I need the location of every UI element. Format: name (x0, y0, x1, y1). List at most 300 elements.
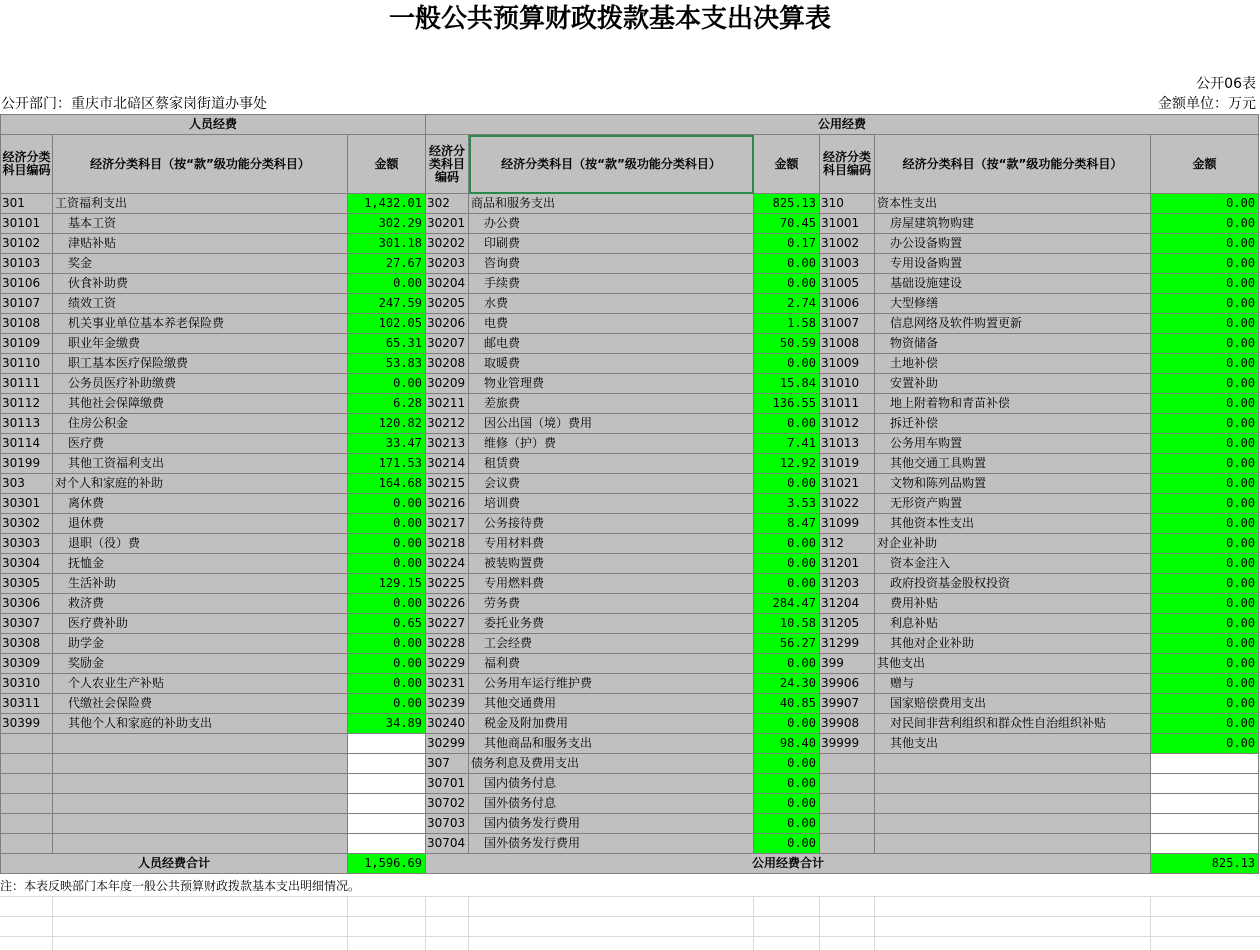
public_mid-name-cell[interactable]: 取暖费 (469, 354, 754, 374)
public_right-code-cell[interactable]: 31203 (820, 574, 875, 594)
personnel-code-cell[interactable]: 30311 (1, 694, 53, 714)
public_mid-amount-cell[interactable]: 24.30 (754, 674, 820, 694)
personnel-amount-cell[interactable]: 6.28 (348, 394, 426, 414)
public_right-code-cell[interactable]: 39906 (820, 674, 875, 694)
public_mid-code-cell[interactable]: 30215 (426, 474, 469, 494)
public_right-name-cell[interactable]: 其他资本性支出 (875, 514, 1151, 534)
personnel-name-cell[interactable]: 其他个人和家庭的补助支出 (53, 714, 348, 734)
public_mid-name-cell[interactable]: 电费 (469, 314, 754, 334)
personnel-amount-cell[interactable]: 0.00 (348, 634, 426, 654)
public_mid-code-cell[interactable]: 30239 (426, 694, 469, 714)
public_mid-name-cell[interactable]: 商品和服务支出 (469, 194, 754, 214)
public_mid-amount-cell[interactable]: 0.00 (754, 714, 820, 734)
public_right-empty-code-cell[interactable] (820, 754, 875, 774)
public_right-name-cell[interactable]: 国家赔偿费用支出 (875, 694, 1151, 714)
personnel-amount-cell[interactable]: 34.89 (348, 714, 426, 734)
personnel-name-cell[interactable]: 救济费 (53, 594, 348, 614)
personnel-empty-name-cell[interactable] (53, 814, 348, 834)
public_right-code-cell[interactable]: 39908 (820, 714, 875, 734)
header-code-public-mid[interactable]: 经济分类科目编码 (426, 135, 469, 194)
public_right-name-cell[interactable]: 信息网络及软件购置更新 (875, 314, 1151, 334)
personnel-code-cell[interactable]: 30308 (1, 634, 53, 654)
public_right-name-cell[interactable]: 其他对企业补助 (875, 634, 1151, 654)
public_mid-code-cell[interactable]: 30702 (426, 794, 469, 814)
public_mid-amount-cell[interactable]: 98.40 (754, 734, 820, 754)
personnel-name-cell[interactable]: 奖金 (53, 254, 348, 274)
public_right-empty-amount-cell[interactable] (1151, 814, 1259, 834)
public_mid-name-cell[interactable]: 租赁费 (469, 454, 754, 474)
public_mid-code-cell[interactable]: 30205 (426, 294, 469, 314)
personnel-name-cell[interactable]: 机关事业单位基本养老保险费 (53, 314, 348, 334)
public_mid-name-cell[interactable]: 福利费 (469, 654, 754, 674)
personnel-amount-cell[interactable]: 1,432.01 (348, 194, 426, 214)
public_mid-name-cell[interactable]: 维修（护）费 (469, 434, 754, 454)
public_right-name-cell[interactable]: 其他支出 (875, 734, 1151, 754)
public_mid-code-cell[interactable]: 30231 (426, 674, 469, 694)
personnel-code-cell[interactable]: 301 (1, 194, 53, 214)
public_right-amount-cell[interactable]: 0.00 (1151, 654, 1259, 674)
public_right-code-cell[interactable]: 31021 (820, 474, 875, 494)
public_mid-amount-cell[interactable]: 0.00 (754, 254, 820, 274)
personnel-total-amount[interactable]: 1,596.69 (348, 854, 426, 874)
public_right-code-cell[interactable]: 31005 (820, 274, 875, 294)
personnel-code-cell[interactable]: 30301 (1, 494, 53, 514)
public_right-amount-cell[interactable]: 0.00 (1151, 334, 1259, 354)
public_mid-code-cell[interactable]: 30206 (426, 314, 469, 334)
public_mid-name-cell[interactable]: 被装购置费 (469, 554, 754, 574)
public_mid-code-cell[interactable]: 30224 (426, 554, 469, 574)
personnel-amount-cell[interactable]: 129.15 (348, 574, 426, 594)
personnel-amount-cell[interactable]: 0.00 (348, 274, 426, 294)
public_right-amount-cell[interactable]: 0.00 (1151, 554, 1259, 574)
personnel-name-cell[interactable]: 医疗费补助 (53, 614, 348, 634)
public_right-empty-name-cell[interactable] (875, 754, 1151, 774)
personnel-name-cell[interactable]: 退休费 (53, 514, 348, 534)
public_right-name-cell[interactable]: 对民间非营利组织和群众性自治组织补贴 (875, 714, 1151, 734)
public_right-code-cell[interactable]: 39907 (820, 694, 875, 714)
personnel-name-cell[interactable]: 津贴补贴 (53, 234, 348, 254)
public_right-name-cell[interactable]: 办公设备购置 (875, 234, 1151, 254)
personnel-code-cell[interactable]: 30112 (1, 394, 53, 414)
personnel-code-cell[interactable]: 30101 (1, 214, 53, 234)
header-code-public-right[interactable]: 经济分类科目编码 (820, 135, 875, 194)
public_mid-code-cell[interactable]: 30226 (426, 594, 469, 614)
public_right-code-cell[interactable]: 31002 (820, 234, 875, 254)
public_right-name-cell[interactable]: 赠与 (875, 674, 1151, 694)
header-amount-public-mid[interactable]: 金额 (754, 135, 820, 194)
public_right-amount-cell[interactable]: 0.00 (1151, 714, 1259, 734)
public_right-empty-name-cell[interactable] (875, 834, 1151, 854)
public_right-code-cell[interactable]: 31006 (820, 294, 875, 314)
header-amount-personnel[interactable]: 金额 (348, 135, 426, 194)
public_right-amount-cell[interactable]: 0.00 (1151, 394, 1259, 414)
public_mid-name-cell[interactable]: 物业管理费 (469, 374, 754, 394)
public_mid-name-cell[interactable]: 工会经费 (469, 634, 754, 654)
public_mid-name-cell[interactable]: 国外债务付息 (469, 794, 754, 814)
public_right-empty-code-cell[interactable] (820, 814, 875, 834)
public_mid-code-cell[interactable]: 30703 (426, 814, 469, 834)
public_right-name-cell[interactable]: 物资储备 (875, 334, 1151, 354)
header-name-public-mid[interactable]: 经济分类科目（按“款”级功能分类科目） (469, 135, 754, 194)
personnel-code-cell[interactable]: 30109 (1, 334, 53, 354)
public_right-empty-code-cell[interactable] (820, 794, 875, 814)
public_mid-amount-cell[interactable]: 0.00 (754, 814, 820, 834)
public_right-name-cell[interactable]: 无形资产购置 (875, 494, 1151, 514)
public_right-amount-cell[interactable]: 0.00 (1151, 694, 1259, 714)
public_mid-amount-cell[interactable]: 3.53 (754, 494, 820, 514)
public_mid-name-cell[interactable]: 咨询费 (469, 254, 754, 274)
public_mid-amount-cell[interactable]: 70.45 (754, 214, 820, 234)
public_right-code-cell[interactable]: 39999 (820, 734, 875, 754)
personnel-total-label[interactable]: 人员经费合计 (1, 854, 348, 874)
public_mid-name-cell[interactable]: 公务用车运行维护费 (469, 674, 754, 694)
public_mid-amount-cell[interactable]: 0.00 (754, 534, 820, 554)
public_mid-amount-cell[interactable]: 0.17 (754, 234, 820, 254)
personnel-empty-name-cell[interactable] (53, 834, 348, 854)
public_right-name-cell[interactable]: 其他支出 (875, 654, 1151, 674)
public_mid-code-cell[interactable]: 302 (426, 194, 469, 214)
personnel-name-cell[interactable]: 生活补助 (53, 574, 348, 594)
personnel-amount-cell[interactable]: 0.65 (348, 614, 426, 634)
public_right-name-cell[interactable]: 地上附着物和青苗补偿 (875, 394, 1151, 414)
public_right-empty-amount-cell[interactable] (1151, 774, 1259, 794)
public_right-amount-cell[interactable]: 0.00 (1151, 214, 1259, 234)
public_mid-code-cell[interactable]: 30209 (426, 374, 469, 394)
personnel-name-cell[interactable]: 退职（役）费 (53, 534, 348, 554)
personnel-amount-cell[interactable]: 0.00 (348, 694, 426, 714)
personnel-code-cell[interactable]: 30102 (1, 234, 53, 254)
public_right-code-cell[interactable]: 31001 (820, 214, 875, 234)
personnel-code-cell[interactable]: 30307 (1, 614, 53, 634)
public_mid-name-cell[interactable]: 税金及附加费用 (469, 714, 754, 734)
public_right-empty-name-cell[interactable] (875, 814, 1151, 834)
public_mid-amount-cell[interactable]: 56.27 (754, 634, 820, 654)
public_mid-amount-cell[interactable]: 825.13 (754, 194, 820, 214)
public_right-name-cell[interactable]: 政府投资基金股权投资 (875, 574, 1151, 594)
personnel-amount-cell[interactable]: 301.18 (348, 234, 426, 254)
personnel-empty-name-cell[interactable] (53, 774, 348, 794)
personnel-code-cell[interactable]: 30304 (1, 554, 53, 574)
personnel-amount-cell[interactable]: 0.00 (348, 654, 426, 674)
personnel-code-cell[interactable]: 30310 (1, 674, 53, 694)
header-amount-public-right[interactable]: 金额 (1151, 135, 1259, 194)
personnel-amount-cell[interactable]: 102.05 (348, 314, 426, 334)
public_mid-name-cell[interactable]: 专用材料费 (469, 534, 754, 554)
public_mid-amount-cell[interactable]: 0.00 (754, 754, 820, 774)
public_mid-name-cell[interactable]: 劳务费 (469, 594, 754, 614)
public_mid-code-cell[interactable]: 307 (426, 754, 469, 774)
public_right-name-cell[interactable]: 资本金注入 (875, 554, 1151, 574)
public_right-amount-cell[interactable]: 0.00 (1151, 374, 1259, 394)
public_right-amount-cell[interactable]: 0.00 (1151, 434, 1259, 454)
public_right-name-cell[interactable]: 专用设备购置 (875, 254, 1151, 274)
public_right-amount-cell[interactable]: 0.00 (1151, 734, 1259, 754)
public_right-name-cell[interactable]: 资本性支出 (875, 194, 1151, 214)
public_right-amount-cell[interactable]: 0.00 (1151, 254, 1259, 274)
public_right-code-cell[interactable]: 31299 (820, 634, 875, 654)
personnel-code-cell[interactable]: 30303 (1, 534, 53, 554)
personnel-name-cell[interactable]: 医疗费 (53, 434, 348, 454)
public-total-amount[interactable]: 825.13 (1151, 854, 1259, 874)
public_mid-name-cell[interactable]: 因公出国（境）费用 (469, 414, 754, 434)
personnel-name-cell[interactable]: 对个人和家庭的补助 (53, 474, 348, 494)
personnel-name-cell[interactable]: 职业年金缴费 (53, 334, 348, 354)
public_mid-amount-cell[interactable]: 0.00 (754, 414, 820, 434)
public_right-amount-cell[interactable]: 0.00 (1151, 594, 1259, 614)
personnel-amount-cell[interactable]: 164.68 (348, 474, 426, 494)
header-name-public-right[interactable]: 经济分类科目（按“款”级功能分类科目） (875, 135, 1151, 194)
personnel-code-cell[interactable]: 30199 (1, 454, 53, 474)
public_mid-amount-cell[interactable]: 0.00 (754, 774, 820, 794)
personnel-code-cell[interactable]: 30305 (1, 574, 53, 594)
public_right-amount-cell[interactable]: 0.00 (1151, 314, 1259, 334)
public_mid-amount-cell[interactable]: 0.00 (754, 574, 820, 594)
personnel-empty-name-cell[interactable] (53, 794, 348, 814)
personnel-name-cell[interactable]: 伙食补助费 (53, 274, 348, 294)
personnel-name-cell[interactable]: 代缴社会保险费 (53, 694, 348, 714)
public_mid-amount-cell[interactable]: 12.92 (754, 454, 820, 474)
personnel-amount-cell[interactable]: 171.53 (348, 454, 426, 474)
personnel-amount-cell[interactable]: 0.00 (348, 514, 426, 534)
public_mid-amount-cell[interactable]: 0.00 (754, 354, 820, 374)
public_right-name-cell[interactable]: 拆迁补偿 (875, 414, 1151, 434)
public_mid-code-cell[interactable]: 30299 (426, 734, 469, 754)
personnel-code-cell[interactable]: 30306 (1, 594, 53, 614)
public_mid-name-cell[interactable]: 其他商品和服务支出 (469, 734, 754, 754)
personnel-empty-code-cell[interactable] (1, 774, 53, 794)
personnel-empty-amount-cell[interactable] (348, 774, 426, 794)
public_right-code-cell[interactable]: 31205 (820, 614, 875, 634)
public_right-name-cell[interactable]: 其他交通工具购置 (875, 454, 1151, 474)
public_mid-amount-cell[interactable]: 284.47 (754, 594, 820, 614)
public_mid-amount-cell[interactable]: 1.58 (754, 314, 820, 334)
public_mid-code-cell[interactable]: 30701 (426, 774, 469, 794)
personnel-empty-code-cell[interactable] (1, 814, 53, 834)
public_mid-code-cell[interactable]: 30217 (426, 514, 469, 534)
personnel-code-cell[interactable]: 30114 (1, 434, 53, 454)
public_right-code-cell[interactable]: 31009 (820, 354, 875, 374)
public_mid-amount-cell[interactable]: 7.41 (754, 434, 820, 454)
public_mid-amount-cell[interactable]: 15.84 (754, 374, 820, 394)
personnel-name-cell[interactable]: 住房公积金 (53, 414, 348, 434)
public_right-code-cell[interactable]: 31099 (820, 514, 875, 534)
personnel-empty-code-cell[interactable] (1, 834, 53, 854)
public_mid-name-cell[interactable]: 其他交通费用 (469, 694, 754, 714)
public_right-code-cell[interactable]: 310 (820, 194, 875, 214)
public_mid-amount-cell[interactable]: 0.00 (754, 794, 820, 814)
public_right-name-cell[interactable]: 大型修缮 (875, 294, 1151, 314)
public_right-amount-cell[interactable]: 0.00 (1151, 234, 1259, 254)
public_mid-code-cell[interactable]: 30202 (426, 234, 469, 254)
public_mid-amount-cell[interactable]: 0.00 (754, 474, 820, 494)
public_right-code-cell[interactable]: 31013 (820, 434, 875, 454)
personnel-code-cell[interactable]: 30111 (1, 374, 53, 394)
public_mid-code-cell[interactable]: 30228 (426, 634, 469, 654)
personnel-amount-cell[interactable]: 247.59 (348, 294, 426, 314)
personnel-empty-amount-cell[interactable] (348, 814, 426, 834)
public_right-empty-code-cell[interactable] (820, 774, 875, 794)
personnel-amount-cell[interactable]: 33.47 (348, 434, 426, 454)
personnel-empty-amount-cell[interactable] (348, 834, 426, 854)
public_right-name-cell[interactable]: 利息补贴 (875, 614, 1151, 634)
public_mid-name-cell[interactable]: 办公费 (469, 214, 754, 234)
public_right-amount-cell[interactable]: 0.00 (1151, 514, 1259, 534)
section-personnel[interactable]: 人员经费 (1, 115, 426, 135)
personnel-name-cell[interactable]: 公务员医疗补助缴费 (53, 374, 348, 394)
public_mid-code-cell[interactable]: 30214 (426, 454, 469, 474)
public_mid-amount-cell[interactable]: 10.58 (754, 614, 820, 634)
personnel-name-cell[interactable]: 奖励金 (53, 654, 348, 674)
personnel-code-cell[interactable]: 30103 (1, 254, 53, 274)
public_right-code-cell[interactable]: 31011 (820, 394, 875, 414)
personnel-amount-cell[interactable]: 53.83 (348, 354, 426, 374)
personnel-amount-cell[interactable]: 0.00 (348, 674, 426, 694)
public_mid-code-cell[interactable]: 30229 (426, 654, 469, 674)
personnel-code-cell[interactable]: 30106 (1, 274, 53, 294)
public_mid-name-cell[interactable]: 培训费 (469, 494, 754, 514)
public_right-name-cell[interactable]: 安置补助 (875, 374, 1151, 394)
personnel-code-cell[interactable]: 30399 (1, 714, 53, 734)
public_right-code-cell[interactable]: 31019 (820, 454, 875, 474)
public_mid-amount-cell[interactable]: 0.00 (754, 554, 820, 574)
section-public[interactable]: 公用经费 (426, 115, 1259, 135)
personnel-empty-code-cell[interactable] (1, 734, 53, 754)
public_mid-name-cell[interactable]: 差旅费 (469, 394, 754, 414)
public_mid-amount-cell[interactable]: 50.59 (754, 334, 820, 354)
public_right-amount-cell[interactable]: 0.00 (1151, 194, 1259, 214)
public-total-label[interactable]: 公用经费合计 (426, 854, 1151, 874)
public_mid-amount-cell[interactable]: 0.00 (754, 654, 820, 674)
public_mid-name-cell[interactable]: 水费 (469, 294, 754, 314)
public_right-code-cell[interactable]: 399 (820, 654, 875, 674)
public_mid-code-cell[interactable]: 30216 (426, 494, 469, 514)
public_mid-name-cell[interactable]: 公务接待费 (469, 514, 754, 534)
public_right-code-cell[interactable]: 31201 (820, 554, 875, 574)
personnel-empty-amount-cell[interactable] (348, 734, 426, 754)
public_right-amount-cell[interactable]: 0.00 (1151, 634, 1259, 654)
public_right-code-cell[interactable]: 31003 (820, 254, 875, 274)
public_mid-name-cell[interactable]: 国外债务发行费用 (469, 834, 754, 854)
public_right-name-cell[interactable]: 文物和陈列品购置 (875, 474, 1151, 494)
public_mid-amount-cell[interactable]: 0.00 (754, 274, 820, 294)
personnel-code-cell[interactable]: 30302 (1, 514, 53, 534)
personnel-empty-code-cell[interactable] (1, 794, 53, 814)
public_mid-code-cell[interactable]: 30213 (426, 434, 469, 454)
public_right-code-cell[interactable]: 31007 (820, 314, 875, 334)
public_right-code-cell[interactable]: 31010 (820, 374, 875, 394)
public_mid-name-cell[interactable]: 印刷费 (469, 234, 754, 254)
public_mid-code-cell[interactable]: 30208 (426, 354, 469, 374)
public_right-name-cell[interactable]: 基础设施建设 (875, 274, 1151, 294)
public_right-empty-code-cell[interactable] (820, 834, 875, 854)
public_mid-name-cell[interactable]: 委托业务费 (469, 614, 754, 634)
public_mid-name-cell[interactable]: 国内债务发行费用 (469, 814, 754, 834)
public_mid-code-cell[interactable]: 30704 (426, 834, 469, 854)
public_mid-name-cell[interactable]: 手续费 (469, 274, 754, 294)
public_mid-amount-cell[interactable]: 0.00 (754, 834, 820, 854)
public_mid-amount-cell[interactable]: 40.85 (754, 694, 820, 714)
public_right-code-cell[interactable]: 31012 (820, 414, 875, 434)
public_mid-code-cell[interactable]: 30225 (426, 574, 469, 594)
personnel-amount-cell[interactable]: 65.31 (348, 334, 426, 354)
public_right-empty-amount-cell[interactable] (1151, 834, 1259, 854)
personnel-code-cell[interactable]: 30108 (1, 314, 53, 334)
public_right-amount-cell[interactable]: 0.00 (1151, 474, 1259, 494)
public_right-code-cell[interactable]: 312 (820, 534, 875, 554)
personnel-name-cell[interactable]: 抚恤金 (53, 554, 348, 574)
public_right-amount-cell[interactable]: 0.00 (1151, 274, 1259, 294)
public_mid-code-cell[interactable]: 30211 (426, 394, 469, 414)
public_mid-code-cell[interactable]: 30203 (426, 254, 469, 274)
personnel-code-cell[interactable]: 30309 (1, 654, 53, 674)
public_right-amount-cell[interactable]: 0.00 (1151, 534, 1259, 554)
personnel-amount-cell[interactable]: 120.82 (348, 414, 426, 434)
public_right-amount-cell[interactable]: 0.00 (1151, 354, 1259, 374)
public_mid-code-cell[interactable]: 30201 (426, 214, 469, 234)
personnel-empty-amount-cell[interactable] (348, 794, 426, 814)
public_right-amount-cell[interactable]: 0.00 (1151, 574, 1259, 594)
public_right-amount-cell[interactable]: 0.00 (1151, 614, 1259, 634)
public_right-name-cell[interactable]: 房屋建筑物购建 (875, 214, 1151, 234)
public_mid-name-cell[interactable]: 国内债务付息 (469, 774, 754, 794)
personnel-name-cell[interactable]: 绩效工资 (53, 294, 348, 314)
personnel-empty-name-cell[interactable] (53, 734, 348, 754)
personnel-amount-cell[interactable]: 0.00 (348, 594, 426, 614)
personnel-amount-cell[interactable]: 0.00 (348, 534, 426, 554)
personnel-amount-cell[interactable]: 0.00 (348, 494, 426, 514)
personnel-code-cell[interactable]: 30113 (1, 414, 53, 434)
public_mid-name-cell[interactable]: 债务利息及费用支出 (469, 754, 754, 774)
public_right-amount-cell[interactable]: 0.00 (1151, 494, 1259, 514)
personnel-name-cell[interactable]: 助学金 (53, 634, 348, 654)
personnel-code-cell[interactable]: 30110 (1, 354, 53, 374)
personnel-name-cell[interactable]: 工资福利支出 (53, 194, 348, 214)
public_mid-code-cell[interactable]: 30240 (426, 714, 469, 734)
personnel-name-cell[interactable]: 其他社会保障缴费 (53, 394, 348, 414)
public_right-amount-cell[interactable]: 0.00 (1151, 414, 1259, 434)
public_mid-amount-cell[interactable]: 8.47 (754, 514, 820, 534)
public_right-amount-cell[interactable]: 0.00 (1151, 454, 1259, 474)
public_mid-code-cell[interactable]: 30207 (426, 334, 469, 354)
personnel-name-cell[interactable]: 离休费 (53, 494, 348, 514)
personnel-amount-cell[interactable]: 27.67 (348, 254, 426, 274)
public_right-empty-name-cell[interactable] (875, 774, 1151, 794)
personnel-code-cell[interactable]: 303 (1, 474, 53, 494)
public_mid-code-cell[interactable]: 30218 (426, 534, 469, 554)
public_right-amount-cell[interactable]: 0.00 (1151, 674, 1259, 694)
public_right-name-cell[interactable]: 对企业补助 (875, 534, 1151, 554)
public_mid-code-cell[interactable]: 30204 (426, 274, 469, 294)
personnel-name-cell[interactable]: 个人农业生产补贴 (53, 674, 348, 694)
personnel-amount-cell[interactable]: 0.00 (348, 374, 426, 394)
personnel-empty-amount-cell[interactable] (348, 754, 426, 774)
public_right-amount-cell[interactable]: 0.00 (1151, 294, 1259, 314)
public_right-code-cell[interactable]: 31008 (820, 334, 875, 354)
personnel-amount-cell[interactable]: 0.00 (348, 554, 426, 574)
public_mid-name-cell[interactable]: 邮电费 (469, 334, 754, 354)
personnel-empty-code-cell[interactable] (1, 754, 53, 774)
public_right-empty-name-cell[interactable] (875, 794, 1151, 814)
personnel-name-cell[interactable]: 职工基本医疗保险缴费 (53, 354, 348, 374)
public_right-name-cell[interactable]: 费用补贴 (875, 594, 1151, 614)
public_right-name-cell[interactable]: 公务用车购置 (875, 434, 1151, 454)
personnel-name-cell[interactable]: 其他工资福利支出 (53, 454, 348, 474)
personnel-empty-name-cell[interactable] (53, 754, 348, 774)
header-name-personnel[interactable]: 经济分类科目（按“款”级功能分类科目） (53, 135, 348, 194)
public_mid-amount-cell[interactable]: 136.55 (754, 394, 820, 414)
public_right-code-cell[interactable]: 31204 (820, 594, 875, 614)
public_right-empty-amount-cell[interactable] (1151, 754, 1259, 774)
